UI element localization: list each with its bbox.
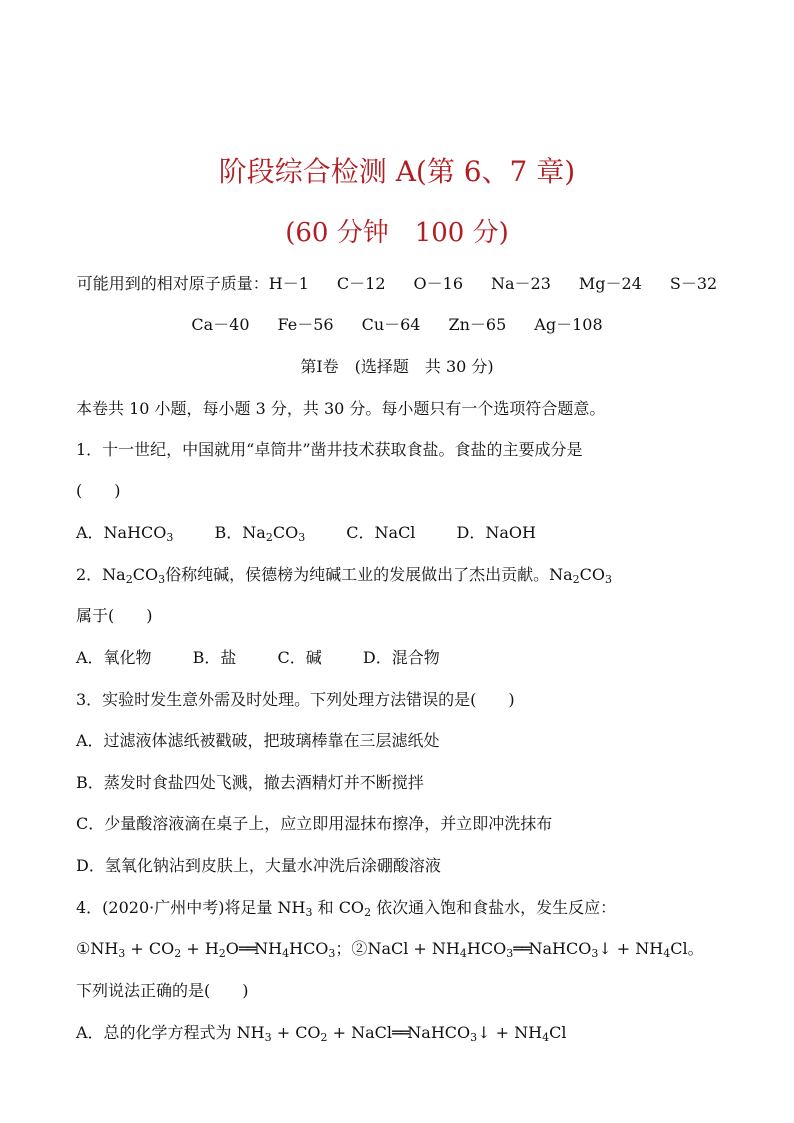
q3-stem: 3．实验时发生意外需及时处理。下列处理方法错误的是( ) xyxy=(76,690,515,709)
mass-s: S－32 xyxy=(669,274,718,293)
mass-h: H－1 xyxy=(268,274,309,293)
mass-fe: Fe－56 xyxy=(277,315,334,334)
q3-option-c[interactable]: C．少量酸溶液滴在桌子上，应立即用湿抹布擦净，并立即冲洗抹布 xyxy=(76,814,553,833)
atomic-masses-label: 可能用到的相对原子质量： xyxy=(76,274,269,293)
atomic-masses-row-1 xyxy=(0,273,794,295)
q1-option-a[interactable]: A．NaHCO$_3$ xyxy=(76,523,174,544)
section-title: 第Ⅰ卷 (选择题 共 30 分) xyxy=(300,357,494,376)
q4-option-a[interactable]: A．总的化学方程式为 $NH_3 + CO_2$ + NaCl══NaHCO$_3$↓ + $NH_4Cl$ xyxy=(76,1023,567,1044)
mass-o: O－16 xyxy=(413,274,463,293)
q3-option-b[interactable]: B．蒸发时食盐四处飞溅，撤去酒精灯并不断搅拌 xyxy=(76,773,424,792)
q3-option-d[interactable]: D．氢氧化钠沾到皮肤上，大量水冲洗后涂硼酸溶液 xyxy=(76,856,441,875)
atomic-masses-row-2 xyxy=(0,314,794,336)
q4-equations: $①NH_3 + CO_2$ + $H_2O══NH_4HCO_3$；②NaCl + $NH_4HCO_3══NaHCO_3↓ + NH_4Cl$。 xyxy=(76,939,704,960)
q1-options xyxy=(76,522,536,544)
mass-mg: Mg－24 xyxy=(578,274,642,293)
q2-stem-line-1: 2．$Na_2CO_3$俗称纯碱，侯德榜为纯碱工业的发展做出了杰出贡献。$Na_2CO_3$ xyxy=(76,565,612,586)
q1-option-b[interactable]: B．$Na_2CO_3$ xyxy=(214,523,306,544)
q4-question: 下列说法正确的是( ) xyxy=(76,981,249,1000)
q1-stem-line-2: ( ) xyxy=(76,481,121,500)
q1-option-c[interactable]: C．NaCl xyxy=(346,523,416,542)
q2-option-c[interactable]: C．碱 xyxy=(277,648,322,667)
mass-ag: Ag－108 xyxy=(534,315,603,334)
q2-options xyxy=(76,647,440,669)
q2-option-a[interactable]: A．氧化物 xyxy=(76,648,152,667)
q1-stem-line-1: 1．十一世纪，中国就用“卓筒井”凿井技术获取食盐。食盐的主要成分是 xyxy=(76,440,583,459)
mass-cu: Cu－64 xyxy=(361,315,421,334)
q2-option-b[interactable]: B．盐 xyxy=(192,648,237,667)
section-instructions: 本卷共 10 小题，每小题 3 分，共 30 分。每小题只有一个选项符合题意。 xyxy=(76,399,606,418)
mass-na: Na－23 xyxy=(491,274,551,293)
page-subtitle: (60 分钟 100 分) xyxy=(285,218,509,248)
q3-option-a[interactable]: A．过滤液体滤纸被戳破，把玻璃棒靠在三层滤纸处 xyxy=(76,731,440,750)
page-title: 阶段综合检测 A(第 6、7 章) xyxy=(218,155,576,188)
mass-c: C－12 xyxy=(336,274,386,293)
q2-stem-line-2: 属于( ) xyxy=(76,606,153,625)
q4-stem: 4．(2020·广州中考)将足量 $NH_3$ 和 $CO_2$ 依次通入饱和食盐水，发生反应： xyxy=(76,898,617,919)
mass-ca: Ca－40 xyxy=(191,315,250,334)
q1-option-d[interactable]: D．NaOH xyxy=(456,523,536,542)
mass-zn: Zn－65 xyxy=(448,315,507,334)
q2-option-d[interactable]: D．混合物 xyxy=(362,648,440,667)
